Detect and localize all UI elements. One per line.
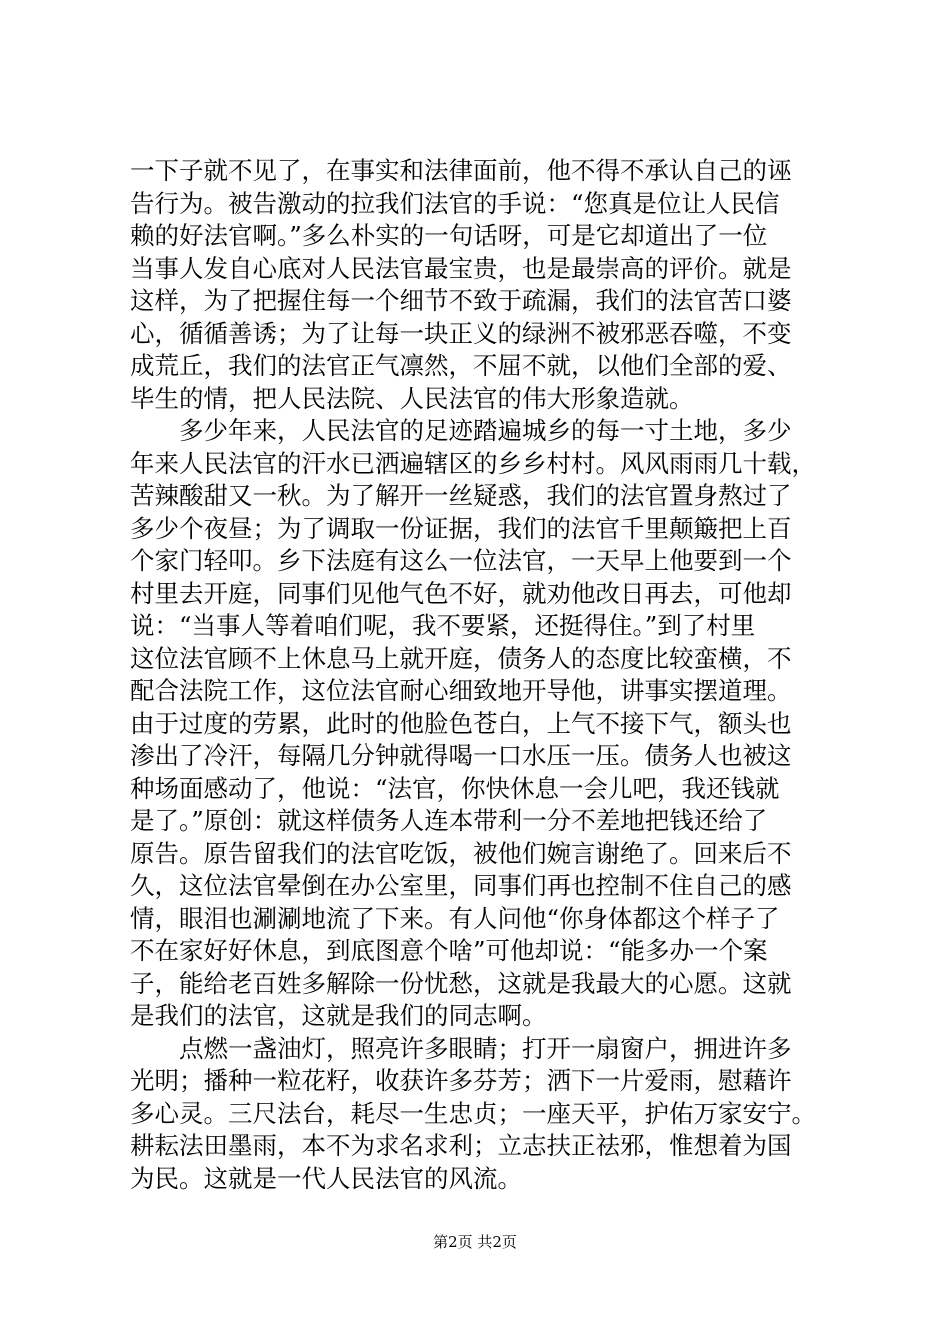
page-footer: 第2页 共2页 bbox=[433, 1233, 517, 1251]
text-line: 心，循循善诱；为了让每一块正义的绿洲不被邪恶吞噬，不变 bbox=[130, 318, 792, 348]
text-line: 子，能给老百姓多解除一份忧愁，这就是我最大的心愿。这就 bbox=[130, 968, 792, 998]
text-line: 种场面感动了，他说：“法官，你快休息一会儿吧，我还钱就 bbox=[130, 773, 780, 803]
text-line: 不在家好好休息，到底图意个啥”可他却说：“能多办一个案 bbox=[130, 936, 768, 965]
text-line: 是了。”原创：就这样债务人连本带利一分不差地把钱还给了 bbox=[130, 806, 768, 835]
text-line: 当事人发自心底对人民法官最宝贵，也是最崇高的评价。就是 bbox=[130, 253, 792, 283]
text-line: 毕生的情，把人民法院、人民法官的伟大形象造就。 bbox=[130, 383, 694, 413]
text-line: 情，眼泪也涮涮地流了下来。有人问他“你身体都这个样子了 bbox=[130, 903, 780, 933]
text-line: 这位法官顾不上休息马上就开庭，债务人的态度比较蛮横，不 bbox=[130, 643, 792, 673]
text-line: 个家门轻叩。乡下法庭有这么一位法官，一天早上他要到一个 bbox=[130, 546, 792, 575]
text-line: 为民。这就是一代人民法官的风流。 bbox=[130, 1163, 522, 1193]
text-line: 赖的好法官啊。”多么朴实的一句话呀，可是它却道出了一位 bbox=[130, 221, 768, 250]
text-line: 久，这位法官晕倒在办公室里，同事们再也控制不住自己的感 bbox=[130, 871, 792, 900]
text-line: 告行为。被告激动的拉我们法官的手说：“您真是位让人民信 bbox=[130, 188, 780, 218]
text-line: 一下子就不见了，在事实和法律面前，他不得不承认自己的诬 bbox=[130, 156, 792, 185]
text-line: 是我们的法官，这就是我们的同志啊。 bbox=[130, 1001, 547, 1030]
text-line: 这样，为了把握住每一个细节不致于疏漏，我们的法官苦口婆 bbox=[130, 286, 792, 315]
body-text bbox=[130, 155, 830, 1195]
text-line: 渗出了冷汗，每隔几分钟就得喝一口水压一压。债务人也被这 bbox=[130, 741, 792, 770]
paragraph-start-line: 多少年来，人民法官的足迹踏遍城乡的每一寸土地，多少 bbox=[179, 416, 792, 445]
text-line: 多心灵。三尺法台，耗尽一生忠贞；一座天平，护佑万家安宁。 bbox=[130, 1098, 816, 1128]
text-line: 多少个夜昼；为了调取一份证据，我们的法官千里颠簸把上百 bbox=[130, 513, 792, 543]
text-line: 耕耘法田墨雨，本不为求名求利；立志扶正祛邪，惟想着为国 bbox=[130, 1131, 792, 1160]
text-line: 由于过度的劳累，此时的他脸色苍白，上气不接下气，额头也 bbox=[130, 708, 792, 738]
text-line: 原告。原告留我们的法官吃饭，被他们婉言谢绝了。回来后不 bbox=[130, 838, 792, 868]
paragraph-start-line: 点燃一盏油灯，照亮许多眼睛；打开一扇窗户，拥进许多 bbox=[179, 1033, 792, 1063]
text-line: 年来人民法官的汗水已洒遍辖区的乡乡村村。风风雨雨几十载， bbox=[130, 448, 816, 478]
text-line: 成荒丘，我们的法官正气凛然，不屈不就，以他们全部的爱、 bbox=[130, 351, 792, 380]
text-line: 村里去开庭，同事们见他气色不好，就劝他改日再去，可他却 bbox=[130, 578, 792, 608]
text-line: 苦辣酸甜又一秋。为了解开一丝疑惑，我们的法官置身熬过了 bbox=[130, 481, 792, 510]
text-line: 光明；播种一粒花籽，收获许多芬芳；洒下一片爱雨，慰藉许 bbox=[130, 1066, 792, 1095]
text-line: 说：“当事人等着咱们呢，我不要紧，还挺得住。”到了村里 bbox=[130, 611, 756, 640]
text-line: 配合法院工作，这位法官耐心细致地开导他，讲事实摆道理。 bbox=[130, 676, 792, 705]
